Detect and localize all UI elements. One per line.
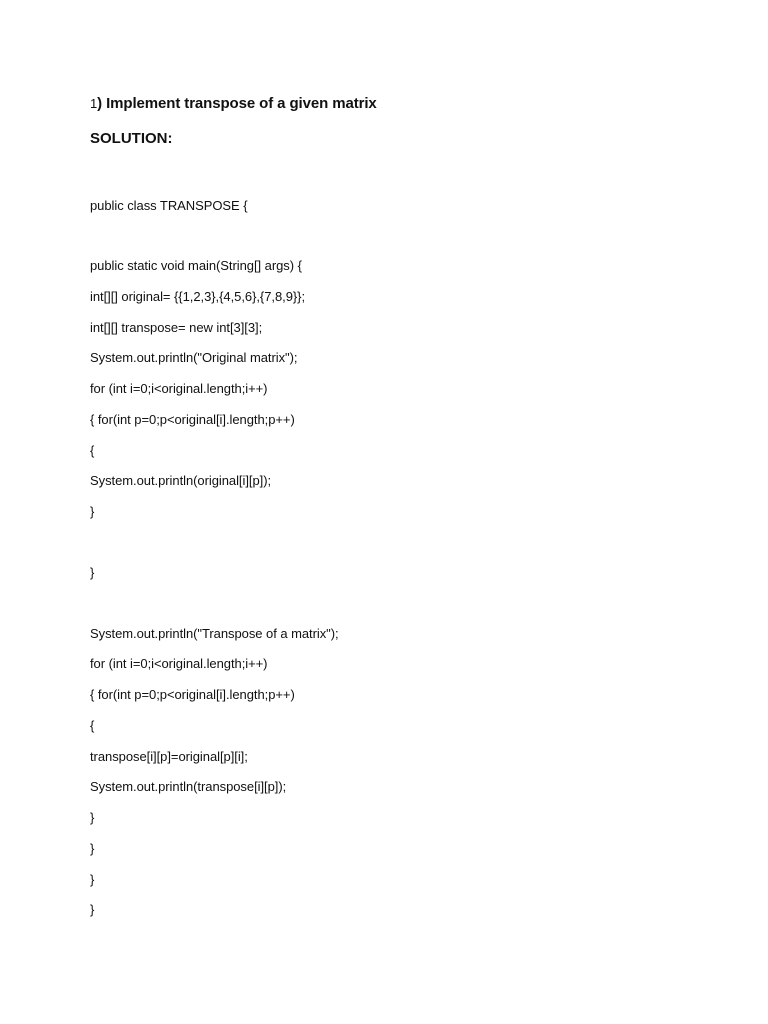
question-text: Implement transpose of a given matrix xyxy=(102,95,377,112)
code-line-close-brace-6: } xyxy=(90,902,95,917)
code-line-close-brace-4: } xyxy=(90,841,95,856)
code-line-close-brace-3: } xyxy=(90,810,95,825)
code-line-inner-loop-1: { for(int p=0;p<original[i].length;p++) xyxy=(90,412,295,427)
code-line-print-transpose-label: System.out.println("Transpose of a matrix"); xyxy=(90,626,339,641)
code-line-print-transpose-element: System.out.println(transpose[i][p]); xyxy=(90,779,287,794)
code-line-outer-loop-1: for (int i=0;i<original.length;i++) xyxy=(90,381,268,396)
question-number-paren: ) xyxy=(97,95,103,112)
code-line-transpose-assign: transpose[i][p]=original[p][i]; xyxy=(90,749,248,764)
code-line-class-declaration: public class TRANSPOSE { xyxy=(90,198,248,213)
code-line-outer-loop-2: for (int i=0;i<original.length;i++) xyxy=(90,656,268,671)
question-heading xyxy=(90,95,377,112)
solution-label: SOLUTION: xyxy=(90,130,173,147)
code-line-open-brace-2: { xyxy=(90,718,95,733)
code-line-inner-loop-2: { for(int p=0;p<original[i].length;p++) xyxy=(90,687,295,702)
code-line-print-original-element: System.out.println(original[i][p]); xyxy=(90,473,272,488)
code-line-close-brace-1: } xyxy=(90,504,95,519)
code-line-close-brace-2: } xyxy=(90,565,95,580)
code-line-open-brace-1: { xyxy=(90,443,95,458)
code-line-original-array: int[][] original= {{1,2,3},{4,5,6},{7,8,9}}; xyxy=(90,289,306,304)
code-line-transpose-array: int[][] transpose= new int[3][3]; xyxy=(90,320,263,335)
question-number: 1 xyxy=(90,96,98,111)
code-line-close-brace-5: } xyxy=(90,872,95,887)
code-line-main-method: public static void main(String[] args) { xyxy=(90,258,302,273)
code-line-print-original-label: System.out.println("Original matrix"); xyxy=(90,350,298,365)
